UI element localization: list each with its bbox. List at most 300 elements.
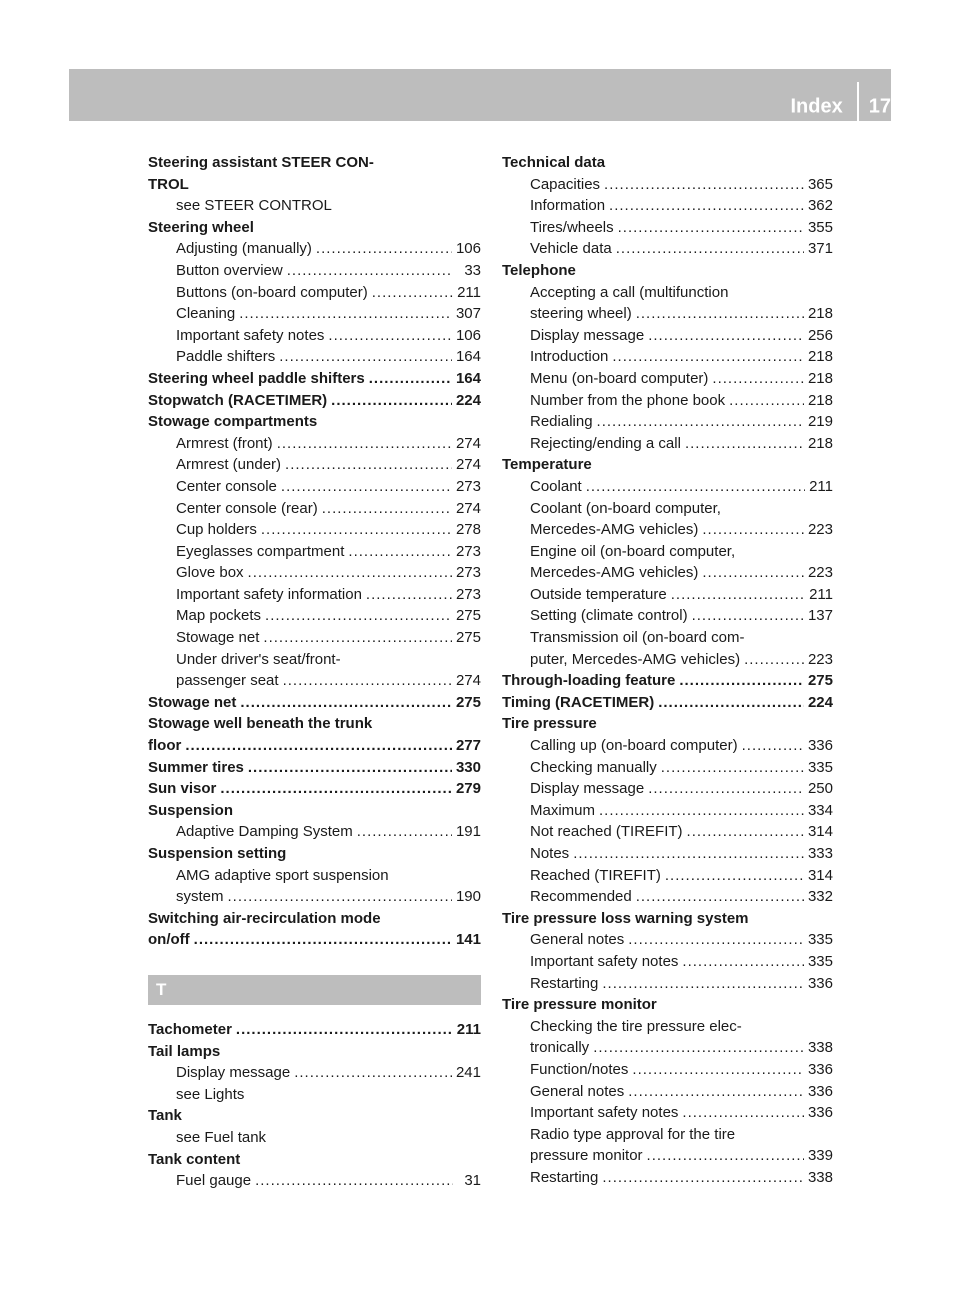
sub-entry — [502, 541, 833, 584]
entry-page: 137 — [807, 607, 833, 625]
entry-label: Cleaning — [176, 305, 236, 323]
entry-page: 314 — [807, 866, 833, 884]
entry-heading: Switching air-recirculation mode — [148, 909, 381, 927]
sub-entry-row — [530, 325, 833, 347]
leader-dots — [682, 1102, 804, 1124]
leader-dots — [632, 1059, 804, 1081]
entry-page: 275 — [455, 607, 481, 625]
leader-dots — [239, 303, 452, 325]
index-entry — [502, 1167, 833, 1189]
sub-entry-row — [176, 454, 481, 476]
sub-entry — [502, 1016, 833, 1059]
entry-page: 224 — [807, 693, 833, 711]
entry-heading-row — [502, 152, 833, 174]
entry-label: Restarting — [530, 974, 599, 992]
entry-page: 274 — [455, 499, 481, 517]
sub-entry-row — [176, 519, 481, 541]
sub-entry — [502, 195, 833, 217]
index-entry — [148, 713, 481, 756]
entry-label: Redialing — [530, 413, 593, 431]
index-entry — [502, 1124, 833, 1167]
entry-page: 275 — [455, 693, 481, 711]
index-entry — [502, 195, 833, 217]
sub-entry — [502, 929, 833, 951]
sub-entry — [502, 346, 833, 368]
entry-heading-row — [148, 1105, 481, 1127]
entry-page: 335 — [807, 952, 833, 970]
leader-dots — [372, 282, 453, 304]
entry-label: Setting (climate control) — [530, 607, 688, 625]
entry-page: 333 — [807, 845, 833, 862]
entry-page: 336 — [807, 974, 833, 992]
entry-label: Menu (on-board computer) — [530, 369, 709, 387]
index-entry — [148, 260, 481, 282]
index-entry — [502, 692, 833, 714]
entry-page: 31 — [464, 1172, 481, 1190]
index-entry — [502, 541, 833, 584]
index-entry — [148, 303, 481, 325]
index-entry — [502, 865, 833, 887]
index-entry — [502, 778, 833, 800]
index-entry — [148, 605, 481, 627]
entry-page: 279 — [455, 780, 481, 798]
sub-entry — [502, 973, 833, 995]
leader-dots — [294, 1062, 452, 1084]
sub-entry — [148, 562, 481, 584]
leader-dots — [665, 865, 804, 887]
sub-entry-row — [176, 821, 481, 843]
index-entry — [502, 454, 833, 476]
sub-entry-row — [176, 1062, 481, 1084]
entry-label: Reached (TIREFIT) — [530, 866, 661, 884]
sub-entry-label: Engine oil (on-board computer, — [530, 542, 736, 560]
index-entry — [502, 346, 833, 368]
sub-entry-row — [176, 325, 481, 347]
entry-label: Adjusting (manually) — [176, 240, 312, 258]
sub-entry-row — [530, 562, 833, 584]
leader-dots — [685, 433, 804, 455]
entry-page: 275 — [455, 629, 481, 647]
leader-dots — [636, 886, 804, 908]
entry-label: Important safety notes — [530, 1104, 679, 1122]
index-entry — [148, 562, 481, 584]
sub-entry — [502, 627, 833, 670]
leader-dots — [593, 1037, 804, 1059]
index-entry — [502, 929, 833, 951]
entry-label: Paddle shifters — [176, 348, 276, 366]
sub-entry-row — [530, 843, 833, 865]
entry-label: see STEER CONTROL — [176, 197, 332, 215]
index-entry — [148, 1170, 481, 1192]
page-number: 17 — [868, 95, 891, 118]
entry-page: 339 — [807, 1147, 833, 1165]
leader-dots — [702, 562, 804, 584]
index-entry — [148, 433, 481, 455]
leader-dots — [573, 843, 804, 865]
entry-label: Glove box — [176, 564, 244, 582]
sub-entry — [502, 778, 833, 800]
index-entry — [148, 152, 481, 195]
entry-page: 218 — [807, 348, 833, 366]
index-entry — [148, 476, 481, 498]
entry-page: 334 — [807, 801, 833, 819]
sub-entry-row — [530, 476, 833, 498]
index-entry — [502, 821, 833, 843]
leader-dots — [618, 217, 804, 239]
leader-dots — [369, 368, 452, 390]
sub-entry — [502, 390, 833, 412]
entry-label: Eyeglasses compartment — [176, 542, 345, 560]
entry-label: Through-loading feature — [502, 672, 676, 690]
leader-dots — [255, 1170, 453, 1192]
entry-page: 338 — [807, 1039, 833, 1057]
entry-label: Suspension — [148, 801, 234, 819]
entry-page: 33 — [464, 261, 481, 279]
entry-page: 218 — [807, 391, 833, 409]
index-entry — [502, 800, 833, 822]
sub-entry-row — [176, 562, 481, 584]
leader-dots — [316, 238, 452, 260]
entry-page: 273 — [455, 542, 481, 560]
entry-label: see Lights — [176, 1085, 245, 1103]
entry-label: Function/notes — [530, 1060, 629, 1078]
sub-entry — [148, 649, 481, 692]
index-entry — [148, 1041, 481, 1063]
entry-label: on/off — [148, 931, 190, 949]
entry-label: Important safety information — [176, 585, 362, 603]
sub-entry — [148, 821, 481, 843]
leader-dots — [322, 498, 452, 520]
sub-entry-row — [530, 195, 833, 217]
sub-entry — [502, 498, 833, 541]
entry-label: Map pockets — [176, 607, 262, 625]
leader-dots — [682, 951, 804, 973]
leader-dots — [602, 1167, 804, 1189]
entry-label: Tire pressure monitor — [502, 996, 657, 1014]
entry-page: 314 — [807, 823, 833, 841]
entry-page: 335 — [807, 758, 833, 776]
sub-entry — [502, 735, 833, 757]
sub-entry — [148, 584, 481, 606]
leader-dots — [240, 692, 452, 714]
leader-dots — [742, 735, 804, 757]
index-entry — [148, 1127, 481, 1149]
leader-dots — [604, 174, 804, 196]
sub-entry-row — [176, 476, 481, 498]
entry-page: 241 — [455, 1064, 481, 1082]
sub-entry — [148, 476, 481, 498]
leader-dots — [283, 670, 452, 692]
sub-entry-label: Accepting a call (multifunction — [530, 283, 729, 301]
sub-entry — [148, 454, 481, 476]
sub-entry — [502, 1102, 833, 1124]
index-entry — [148, 800, 481, 822]
index-entry — [502, 433, 833, 455]
sub-entry — [502, 584, 833, 606]
sub-entry — [502, 821, 833, 843]
leader-dots — [261, 519, 452, 541]
entry-label: Tank content — [148, 1150, 241, 1168]
sub-entry — [148, 282, 481, 304]
leader-dots — [348, 541, 452, 563]
sub-entry — [502, 843, 833, 865]
entry-page: 141 — [455, 931, 481, 949]
entry-page: 223 — [807, 650, 833, 668]
entry-page: 307 — [455, 305, 481, 323]
entry-page: 336 — [807, 1060, 833, 1078]
sub-entry-row — [176, 605, 481, 627]
entry-heading-row — [148, 800, 481, 822]
sub-entry-row — [530, 519, 833, 541]
entry-label: Armrest (under) — [176, 456, 282, 474]
index-entry — [502, 886, 833, 908]
entry-page: 355 — [807, 218, 833, 236]
sub-entry-row — [176, 238, 481, 260]
sub-entry-row — [530, 411, 833, 433]
leader-dots — [586, 476, 805, 498]
sub-entry-row — [530, 174, 833, 196]
entry-heading-row — [502, 454, 833, 476]
leader-dots — [648, 778, 804, 800]
entry-page: 190 — [455, 888, 481, 906]
sub-entry-label: Checking the tire pressure elec- — [530, 1017, 742, 1035]
index-entry — [148, 692, 481, 714]
index-entry — [148, 821, 481, 843]
entry-page: 277 — [455, 737, 481, 755]
entry-heading-row — [148, 368, 481, 390]
leader-dots — [609, 195, 804, 217]
entry-label: Notes — [530, 845, 570, 862]
sub-entry-row — [530, 217, 833, 239]
entry-page: 273 — [455, 585, 481, 603]
sub-entry-row — [530, 735, 833, 757]
index-entry — [502, 498, 833, 541]
sub-entry — [502, 433, 833, 455]
sub-entry-row — [530, 303, 833, 325]
entry-heading-row — [502, 908, 833, 930]
sub-entry — [148, 303, 481, 325]
leader-dots — [265, 605, 452, 627]
sub-entry-row — [530, 821, 833, 843]
entry-page: 250 — [807, 780, 833, 798]
entry-page: 224 — [455, 391, 481, 409]
sub-entry — [502, 800, 833, 822]
sub-entry-row — [176, 1127, 481, 1149]
entry-label: tronically — [530, 1039, 590, 1057]
index-entry — [148, 390, 481, 412]
leader-dots — [366, 584, 452, 606]
leader-dots — [702, 519, 804, 541]
entry-heading-row — [502, 994, 833, 1016]
sub-entry-row — [530, 778, 833, 800]
index-entry — [502, 627, 833, 670]
sub-entry-row — [176, 195, 481, 217]
sub-entry — [502, 368, 833, 390]
sub-entry-row — [176, 541, 481, 563]
entry-label: Coolant — [530, 477, 582, 495]
sub-entry — [148, 346, 481, 368]
leader-dots — [661, 757, 804, 779]
leader-dots — [281, 476, 452, 498]
entry-page: 274 — [455, 672, 481, 690]
leader-dots — [679, 670, 804, 692]
sub-entry — [148, 1170, 481, 1192]
entry-page: 106 — [455, 326, 481, 344]
sub-entry-label: AMG adaptive sport suspension — [176, 866, 389, 884]
entry-page: 338 — [807, 1168, 833, 1186]
leader-dots — [357, 821, 452, 843]
entry-heading-row — [148, 1041, 481, 1063]
entry-page: 164 — [455, 369, 481, 387]
index-entry — [148, 757, 481, 779]
entry-heading-row — [502, 713, 833, 735]
leader-dots — [612, 346, 804, 368]
index-entry — [148, 865, 481, 908]
leader-dots — [287, 260, 453, 282]
sub-entry — [502, 865, 833, 887]
index-entry — [502, 1081, 833, 1103]
leader-dots — [628, 1081, 804, 1103]
index-entry — [502, 217, 833, 239]
sub-entry — [502, 1167, 833, 1189]
entry-page: 211 — [809, 477, 833, 495]
entry-label: Tail lamps — [148, 1042, 221, 1060]
entry-label: Recommended — [530, 888, 632, 906]
entry-label: Display message — [530, 780, 645, 798]
entry-label: Not reached (TIREFIT) — [530, 823, 683, 841]
index-entry — [502, 994, 833, 1016]
index-entry — [502, 152, 833, 174]
sub-entry — [502, 174, 833, 196]
entry-page: 365 — [807, 175, 833, 193]
sub-entry — [502, 217, 833, 239]
index-entry — [148, 843, 481, 865]
entry-page: 106 — [455, 240, 481, 258]
entry-label: passenger seat — [176, 672, 279, 690]
entry-label: see Fuel tank — [176, 1128, 267, 1146]
sub-entry-row — [176, 433, 481, 455]
entry-page: 274 — [455, 456, 481, 474]
sub-entry — [148, 1062, 481, 1084]
sub-entry — [148, 433, 481, 455]
sub-entry — [148, 1084, 481, 1106]
sub-entry-row — [176, 1084, 481, 1106]
entry-label: General notes — [530, 1082, 625, 1100]
sub-entry-label: Radio type approval for the tire — [530, 1125, 736, 1143]
entry-label: Rejecting/ending a call — [530, 434, 681, 452]
index-entry — [148, 368, 481, 390]
index-entry — [502, 325, 833, 347]
index-entry — [148, 282, 481, 304]
entry-page: 218 — [807, 369, 833, 387]
index-entry — [148, 649, 481, 692]
header-separator — [857, 82, 859, 124]
entry-label: Mercedes-AMG vehicles) — [530, 564, 699, 582]
index-entry — [148, 498, 481, 520]
sub-entry-label: Transmission oil (on-board com- — [530, 629, 745, 647]
index-entry — [148, 325, 481, 347]
entry-label: Button overview — [176, 261, 283, 279]
index-entry — [502, 411, 833, 433]
sub-entry-row — [176, 1170, 481, 1192]
index-entry — [502, 843, 833, 865]
leader-dots — [194, 929, 452, 951]
leader-dots — [602, 973, 804, 995]
index-entry — [148, 1084, 481, 1106]
index-entry — [502, 605, 833, 627]
entry-label: Sun visor — [148, 780, 217, 798]
entry-page: 223 — [807, 521, 833, 539]
index-entry — [148, 519, 481, 541]
sub-entry — [502, 1059, 833, 1081]
index-entry — [502, 757, 833, 779]
leader-dots — [712, 368, 804, 390]
sub-entry-row — [530, 800, 833, 822]
entry-heading-row — [148, 929, 481, 951]
leader-dots — [248, 562, 452, 584]
leader-dots — [648, 325, 804, 347]
entry-label: Capacities — [530, 175, 601, 193]
entry-label: Outside temperature — [530, 585, 667, 603]
sub-entry-row — [530, 368, 833, 390]
sub-entry — [502, 886, 833, 908]
leader-dots — [616, 238, 804, 260]
sub-entry-row — [530, 1037, 833, 1059]
entry-label: system — [176, 888, 224, 906]
index-entry — [148, 195, 481, 217]
entry-label: Tire pressure — [502, 715, 597, 733]
index-entry — [148, 1019, 481, 1041]
sub-entry-row — [176, 627, 481, 649]
sub-entry-label: Under driver's seat/front- — [176, 650, 341, 668]
entry-label: floor — [148, 737, 182, 755]
leader-dots — [744, 649, 804, 671]
entry-heading: Stowage well beneath the trunk — [148, 715, 373, 733]
entry-page: 336 — [807, 1104, 833, 1122]
entry-heading-row — [148, 217, 481, 239]
entry-page: 218 — [807, 305, 833, 323]
index-entry — [148, 238, 481, 260]
entry-page: 256 — [807, 326, 833, 344]
leader-dots — [597, 411, 804, 433]
leader-dots — [692, 605, 804, 627]
sub-entry-row — [176, 584, 481, 606]
sub-entry — [148, 498, 481, 520]
sub-entry — [148, 541, 481, 563]
sub-entry — [502, 1081, 833, 1103]
entry-heading-row — [502, 670, 833, 692]
entry-label: Suspension setting — [148, 845, 287, 862]
sub-entry-row — [530, 1145, 833, 1167]
entry-label: Center console (rear) — [176, 499, 318, 517]
index-entry — [148, 778, 481, 800]
entry-label: Restarting — [530, 1168, 599, 1186]
sub-entry-row — [530, 865, 833, 887]
entry-heading-row — [148, 843, 481, 865]
leader-dots — [263, 627, 452, 649]
index-entry — [502, 951, 833, 973]
entry-page: 332 — [807, 888, 833, 906]
entry-label: Timing (RACETIMER) — [502, 693, 655, 711]
entry-page: 218 — [807, 434, 833, 452]
sub-entry — [502, 476, 833, 498]
sub-entry — [148, 260, 481, 282]
entry-label: Buttons (on-board computer) — [176, 283, 368, 301]
entry-label: Cup holders — [176, 521, 257, 539]
entry-label: Information — [530, 197, 606, 215]
index-entry — [502, 1102, 833, 1124]
index-entry — [148, 1149, 481, 1171]
